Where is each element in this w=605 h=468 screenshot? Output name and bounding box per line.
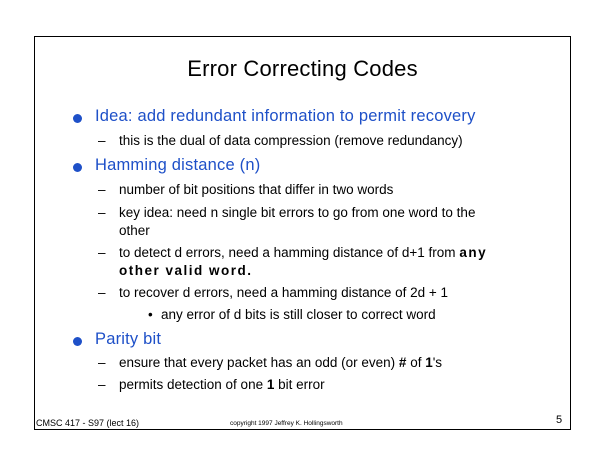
sub-key-idea-line1: key idea: need n single bit errors to go from one word to the <box>119 205 476 220</box>
bullet-dot <box>73 163 82 172</box>
sub-detect-line1 <box>119 245 487 260</box>
sub-bit-positions: number of bit positions that differ in two words <box>119 182 394 197</box>
sub-dual-compression: this is the dual of data compression (remove redundancy) <box>119 133 463 148</box>
odd-even-hash: # <box>398 355 407 370</box>
page-number: 5 <box>556 414 563 426</box>
sub-sub-bullet: • <box>148 307 153 322</box>
sub-dash: – <box>98 182 106 197</box>
odd-even-one: 1 <box>425 355 433 370</box>
bullet-dot <box>73 114 82 123</box>
sub-dash: – <box>98 245 106 260</box>
detection-post: bit error <box>274 377 325 392</box>
sub-detection <box>119 377 325 392</box>
detection-one: 1 <box>266 377 275 392</box>
sub-dash: – <box>98 285 106 300</box>
detect-text: to detect d errors, need a hamming distance of d+1 from <box>119 245 460 260</box>
sub-dash: – <box>98 377 106 392</box>
bullet-hamming: Hamming distance (n) <box>95 156 261 174</box>
detect-bold-any: any <box>459 245 488 260</box>
odd-even-pre: ensure that every packet has an odd (or even) <box>119 355 399 370</box>
sub-recover: to recover d errors, need a hamming distance of 2d + 1 <box>119 285 449 300</box>
footer-copyright: copyright 1997 Jeffrey K. Hollingsworth <box>230 420 343 427</box>
footer-course: CMSC 417 - S97 (lect 16) <box>36 418 140 428</box>
sub-dash: – <box>98 205 106 220</box>
sub-key-idea-line2: other <box>119 223 150 238</box>
bullet-idea: Idea: add redundant information to permit recovery <box>95 107 476 125</box>
bullet-dot <box>73 337 82 346</box>
odd-even-mid: of <box>406 355 426 370</box>
slide-frame <box>34 36 571 430</box>
slide-title: Error Correcting Codes <box>187 56 418 81</box>
sub-sub-closer: any error of d bits is still closer to correct word <box>161 307 436 322</box>
detection-pre: permits detection of one <box>119 377 267 392</box>
sub-dash: – <box>98 355 106 370</box>
sub-dash: – <box>98 133 106 148</box>
sub-odd-even <box>119 355 442 370</box>
bullet-parity: Parity bit <box>95 330 162 348</box>
odd-even-post: 's <box>432 355 443 370</box>
sub-detect-line2: other valid word. <box>119 263 253 278</box>
